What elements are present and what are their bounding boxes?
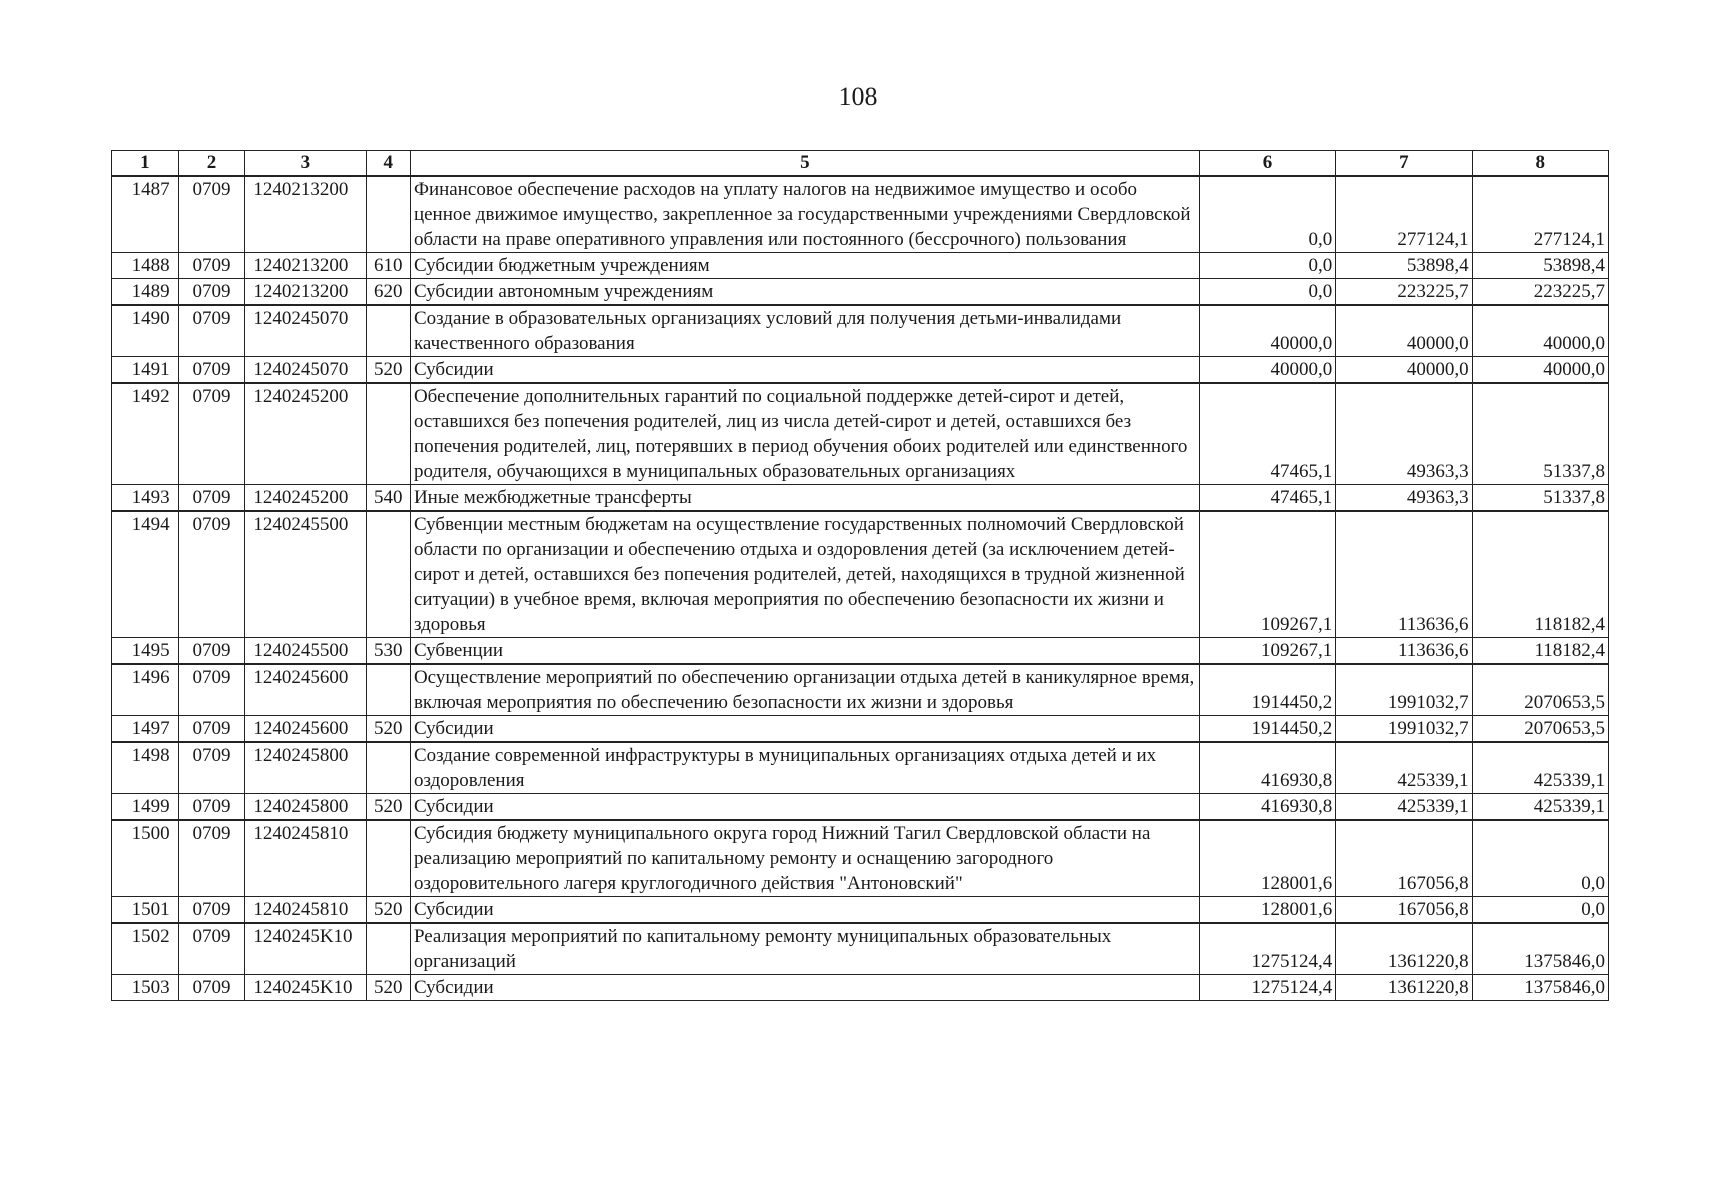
expense-type-code [366, 383, 410, 485]
expense-type-code: 520 [366, 975, 410, 1001]
amount-col-8: 40000,0 [1472, 357, 1608, 384]
amount-col-8: 0,0 [1472, 897, 1608, 924]
item-name: Субсидии автономным учреждениям [410, 279, 1199, 306]
amount-col-6: 47465,1 [1199, 485, 1335, 512]
target-article-code: 1240245K10 [245, 975, 366, 1001]
amount-col-6: 416930,8 [1199, 742, 1335, 794]
amount-col-8: 425339,1 [1472, 742, 1608, 794]
item-name: Субсидии [410, 357, 1199, 384]
section-code: 0709 [178, 975, 245, 1001]
table-row [112, 664, 1609, 716]
expense-type-code: 520 [366, 357, 410, 384]
row-number: 1497 [112, 716, 179, 743]
expense-type-code [366, 176, 410, 253]
budget-table [111, 150, 1609, 1001]
expense-type-code [366, 511, 410, 638]
expense-type-code: 610 [366, 253, 410, 279]
table-row [112, 897, 1609, 924]
row-number: 1503 [112, 975, 179, 1001]
row-number: 1499 [112, 794, 179, 821]
row-number: 1492 [112, 383, 179, 485]
amount-col-8: 1375846,0 [1472, 975, 1608, 1001]
row-number: 1493 [112, 485, 179, 512]
table-row [112, 638, 1609, 665]
item-name: Создание в образовательных организациях условий для получения детьми-инвалидами качественного образования [410, 305, 1199, 357]
expense-type-code: 530 [366, 638, 410, 665]
target-article-code: 1240213200 [245, 253, 366, 279]
item-name: Субсидия бюджету муниципального округа город Нижний Тагил Свердловской области на реализацию мероприятий по капитальному ремонту и оснащению загородного оздоровительного лагеря круглогодичного действия "Антоновский" [410, 820, 1199, 897]
section-code: 0709 [178, 638, 245, 665]
table-row [112, 511, 1609, 638]
section-code: 0709 [178, 176, 245, 253]
target-article-code: 1240245800 [245, 794, 366, 821]
expense-type-code [366, 305, 410, 357]
item-name: Субсидии [410, 975, 1199, 1001]
expense-type-code [366, 820, 410, 897]
expense-type-code: 620 [366, 279, 410, 306]
expense-type-code: 540 [366, 485, 410, 512]
table-body [112, 176, 1609, 1001]
amount-col-6: 128001,6 [1199, 897, 1335, 924]
header-cell: 2 [178, 151, 245, 177]
row-number: 1489 [112, 279, 179, 306]
header-cell: 3 [245, 151, 366, 177]
amount-col-6: 128001,6 [1199, 820, 1335, 897]
row-number: 1498 [112, 742, 179, 794]
target-article-code: 1240245600 [245, 716, 366, 743]
row-number: 1502 [112, 923, 179, 975]
header-cell: 1 [112, 151, 179, 177]
section-code: 0709 [178, 279, 245, 306]
section-code: 0709 [178, 742, 245, 794]
item-name: Субсидии бюджетным учреждениям [410, 253, 1199, 279]
amount-col-7: 1991032,7 [1336, 664, 1472, 716]
header-cell: 8 [1472, 151, 1608, 177]
target-article-code: 1240245070 [245, 357, 366, 384]
amount-col-7: 40000,0 [1336, 357, 1472, 384]
amount-col-6: 0,0 [1199, 253, 1335, 279]
row-number: 1490 [112, 305, 179, 357]
amount-col-7: 223225,7 [1336, 279, 1472, 306]
target-article-code: 1240213200 [245, 279, 366, 306]
target-article-code: 1240245810 [245, 820, 366, 897]
amount-col-8: 51337,8 [1472, 383, 1608, 485]
section-code: 0709 [178, 716, 245, 743]
amount-col-7: 113636,6 [1336, 511, 1472, 638]
row-number: 1500 [112, 820, 179, 897]
target-article-code: 1240245600 [245, 664, 366, 716]
table-row [112, 820, 1609, 897]
target-article-code: 1240213200 [245, 176, 366, 253]
amount-col-7: 425339,1 [1336, 794, 1472, 821]
table-row [112, 742, 1609, 794]
table-row [112, 975, 1609, 1001]
item-name: Создание современной инфраструктуры в муниципальных организациях отдыха детей и их оздоровления [410, 742, 1199, 794]
amount-col-6: 1914450,2 [1199, 664, 1335, 716]
item-name: Субвенции местным бюджетам на осуществление государственных полномочий Свердловской области по организации и обеспечению отдыха и оздоровления детей (за исключением детей-сирот и детей, оставшихся без попечения родителей, детей, находящихся в трудной жизненной ситуации) в учебное время, включая мероприятия по обеспечению безопасности их жизни и здоровья [410, 511, 1199, 638]
amount-col-7: 1361220,8 [1336, 975, 1472, 1001]
amount-col-6: 109267,1 [1199, 511, 1335, 638]
amount-col-8: 2070653,5 [1472, 716, 1608, 743]
item-name: Реализация мероприятий по капитальному ремонту муниципальных образовательных организаций [410, 923, 1199, 975]
expense-type-code [366, 742, 410, 794]
section-code: 0709 [178, 253, 245, 279]
header-cell: 4 [366, 151, 410, 177]
expense-type-code [366, 923, 410, 975]
header-cell: 7 [1336, 151, 1472, 177]
table-row [112, 923, 1609, 975]
page-number: 108 [838, 82, 878, 111]
row-number: 1488 [112, 253, 179, 279]
table-row [112, 279, 1609, 306]
amount-col-7: 1361220,8 [1336, 923, 1472, 975]
amount-col-8: 118182,4 [1472, 511, 1608, 638]
row-number: 1494 [112, 511, 179, 638]
table-row [112, 383, 1609, 485]
amount-col-8: 53898,4 [1472, 253, 1608, 279]
amount-col-6: 416930,8 [1199, 794, 1335, 821]
section-code: 0709 [178, 794, 245, 821]
header-cell: 6 [1199, 151, 1335, 177]
row-number: 1501 [112, 897, 179, 924]
amount-col-8: 40000,0 [1472, 305, 1608, 357]
section-code: 0709 [178, 897, 245, 924]
target-article-code: 1240245K10 [245, 923, 366, 975]
section-code: 0709 [178, 383, 245, 485]
amount-col-8: 2070653,5 [1472, 664, 1608, 716]
item-name: Осуществление мероприятий по обеспечению организации отдыха детей в каникулярное время, включая мероприятия по обеспечению безопасности их жизни и здоровья [410, 664, 1199, 716]
expense-type-code [366, 664, 410, 716]
amount-col-7: 113636,6 [1336, 638, 1472, 665]
amount-col-6: 47465,1 [1199, 383, 1335, 485]
amount-col-8: 118182,4 [1472, 638, 1608, 665]
item-name: Субсидии [410, 897, 1199, 924]
target-article-code: 1240245800 [245, 742, 366, 794]
amount-col-7: 49363,3 [1336, 383, 1472, 485]
amount-col-7: 277124,1 [1336, 176, 1472, 253]
item-name: Субсидии [410, 794, 1199, 821]
amount-col-7: 425339,1 [1336, 742, 1472, 794]
amount-col-7: 167056,8 [1336, 820, 1472, 897]
table-row [112, 794, 1609, 821]
target-article-code: 1240245200 [245, 383, 366, 485]
row-number: 1496 [112, 664, 179, 716]
table-row [112, 716, 1609, 743]
target-article-code: 1240245500 [245, 511, 366, 638]
amount-col-8: 223225,7 [1472, 279, 1608, 306]
amount-col-8: 277124,1 [1472, 176, 1608, 253]
table-row [112, 176, 1609, 253]
amount-col-6: 1275124,4 [1199, 923, 1335, 975]
target-article-code: 1240245070 [245, 305, 366, 357]
table-row [112, 305, 1609, 357]
item-name: Субвенции [410, 638, 1199, 665]
section-code: 0709 [178, 485, 245, 512]
section-code: 0709 [178, 923, 245, 975]
row-number: 1491 [112, 357, 179, 384]
amount-col-7: 167056,8 [1336, 897, 1472, 924]
amount-col-7: 49363,3 [1336, 485, 1472, 512]
amount-col-6: 40000,0 [1199, 357, 1335, 384]
amount-col-6: 0,0 [1199, 279, 1335, 306]
expense-type-code: 520 [366, 716, 410, 743]
amount-col-6: 1275124,4 [1199, 975, 1335, 1001]
table-row [112, 253, 1609, 279]
item-name: Обеспечение дополнительных гарантий по социальной поддержке детей-сирот и детей, оставшихся без попечения родителей, лиц из числа детей-сирот и детей, оставшихся без попечения родителей, лиц, потерявших в период обучения обоих родителей или единственного родителя, обучающихся в муниципальных образовательных организациях [410, 383, 1199, 485]
target-article-code: 1240245200 [245, 485, 366, 512]
table-row [112, 357, 1609, 384]
item-name: Финансовое обеспечение расходов на уплату налогов на недвижимое имущество и особо ценное движимое имущество, закрепленное за государственными учреждениями Свердловской области на праве оперативного управления или постоянного (бессрочного) пользования [410, 176, 1199, 253]
section-code: 0709 [178, 305, 245, 357]
header-row [112, 151, 1609, 177]
amount-col-6: 40000,0 [1199, 305, 1335, 357]
section-code: 0709 [178, 357, 245, 384]
row-number: 1487 [112, 176, 179, 253]
expense-type-code: 520 [366, 794, 410, 821]
amount-col-8: 0,0 [1472, 820, 1608, 897]
amount-col-7: 1991032,7 [1336, 716, 1472, 743]
header-cell: 5 [410, 151, 1199, 177]
expense-type-code: 520 [366, 897, 410, 924]
amount-col-8: 1375846,0 [1472, 923, 1608, 975]
item-name: Иные межбюджетные трансферты [410, 485, 1199, 512]
amount-col-6: 1914450,2 [1199, 716, 1335, 743]
amount-col-6: 109267,1 [1199, 638, 1335, 665]
item-name: Субсидии [410, 716, 1199, 743]
amount-col-8: 51337,8 [1472, 485, 1608, 512]
row-number: 1495 [112, 638, 179, 665]
target-article-code: 1240245810 [245, 897, 366, 924]
target-article-code: 1240245500 [245, 638, 366, 665]
section-code: 0709 [178, 664, 245, 716]
amount-col-7: 40000,0 [1336, 305, 1472, 357]
amount-col-7: 53898,4 [1336, 253, 1472, 279]
section-code: 0709 [178, 820, 245, 897]
section-code: 0709 [178, 511, 245, 638]
table-row [112, 485, 1609, 512]
amount-col-8: 425339,1 [1472, 794, 1608, 821]
amount-col-6: 0,0 [1199, 176, 1335, 253]
